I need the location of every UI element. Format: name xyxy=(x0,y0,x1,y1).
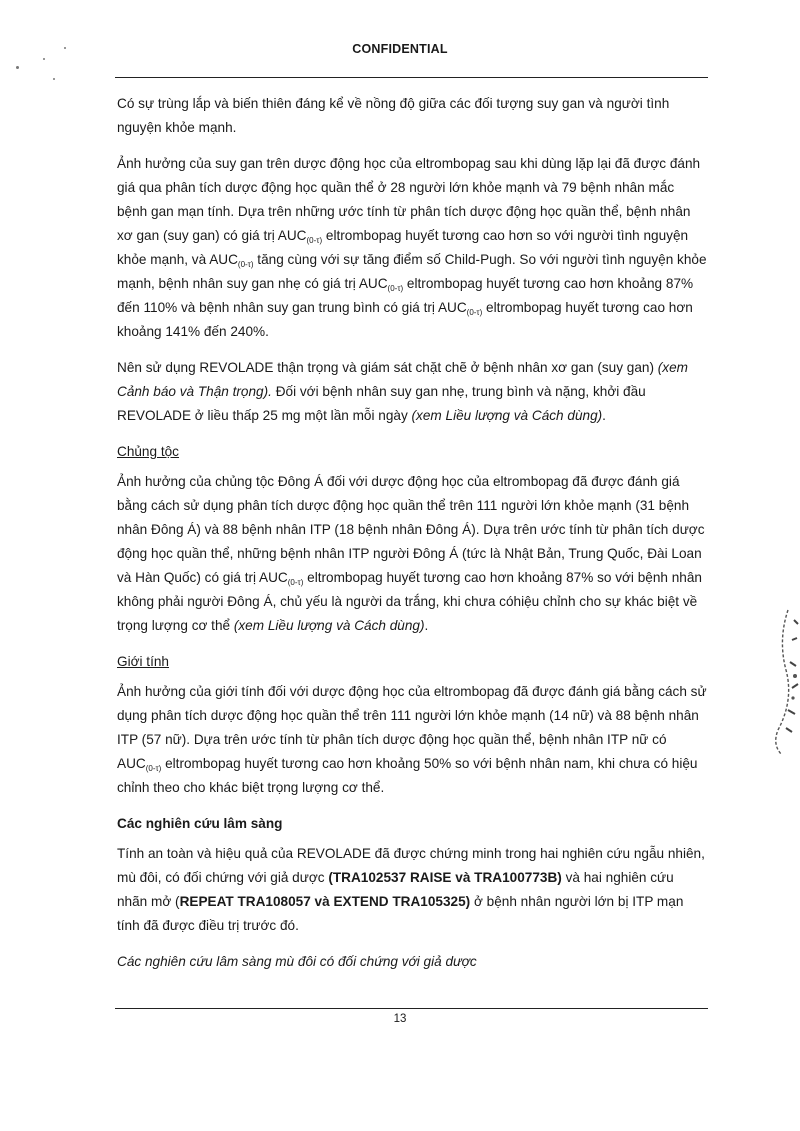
page-number: 13 xyxy=(393,1013,407,1025)
body-content xyxy=(117,92,707,986)
cross-reference-dosage: (xem Liều lượng và Cách dùng) xyxy=(411,408,603,423)
auc-subscript: (0-τ) xyxy=(306,236,323,245)
p6-text-b: và hai nghiên cứu nhãn mở ( xyxy=(117,870,674,909)
cross-reference-dosage: (xem Liều lượng và Cách dùng) xyxy=(233,618,425,633)
p5-text-b: eltrombopag huyết tương cao hơn khoảng 50% so với bệnh nhân nam, khi chưa có hiệu chỉnh theo cho khác biệt trọng lượng cơ thể. xyxy=(117,756,698,795)
auc-subscript: (0-τ) xyxy=(387,284,404,293)
scan-speck xyxy=(53,78,55,80)
stamp-dot xyxy=(791,696,794,699)
p2-text-d: eltrombopag huyết tương cao hơn khoảng 87% đến 110% và bệnh nhân suy gan trung bình có giá trị AUC xyxy=(117,276,694,315)
p2-text-e: eltrombopag huyết tương cao hơn khoảng 141% đến 240%. xyxy=(117,300,693,339)
stamp-dot xyxy=(793,674,797,678)
p4-text-c: . xyxy=(424,618,429,633)
p2-text-a: Ảnh hưởng của suy gan trên dược động học của eltrombopag sau khi dùng lặp lại đã được đánh giá qua phân tích dược động học quần thể ở 28 người lớn khỏe mạnh và 79 bệnh nhân mắc bệnh gan mạn tính. Dựa trên những ước tính từ phân tích dược động học quần thể, bệnh nhân xơ gan (suy gan) có giá trị AUC xyxy=(117,156,701,243)
paragraph-hepatic-dosing xyxy=(117,356,707,428)
auc-subscript: (0-τ) xyxy=(145,764,162,773)
scan-speck xyxy=(43,58,45,60)
scan-speck xyxy=(64,47,66,49)
paragraph-race xyxy=(117,470,707,638)
confidential-header: CONFIDENTIAL xyxy=(352,42,448,56)
section-heading-sex: Giới tính xyxy=(117,654,169,669)
p6-text-c: ở bệnh nhân người lớn bị ITP mạn tính đã được điều trị trước đó. xyxy=(117,894,684,933)
auc-subscript: (0-τ) xyxy=(466,308,483,317)
cross-reference-warnings: (xem Cảnh báo và Thận trọng). xyxy=(117,360,688,399)
subheading-placebo-controlled: Các nghiên cứu lâm sàng mù đôi có đối chứng với giả dược xyxy=(117,954,477,969)
stamp-edge xyxy=(776,610,789,755)
paragraph-hepatic-impairment xyxy=(117,152,707,344)
header-divider xyxy=(115,77,708,78)
p4-text-b: eltrombopag huyết tương cao hơn khoảng 87% so với bệnh nhân không phải người Đông Á, chủ yếu là người da trắng, khi chưa cóhiệu chỉnh cho sự khác biệt về trọng lượng cơ thể xyxy=(117,570,702,633)
section-heading-clinical-studies: Các nghiên cứu lâm sàng xyxy=(117,816,283,831)
p4-text-a: Ảnh hưởng của chủng tộc Đông Á đối với dược động học của eltrombopag đã được đánh giá bằng cách sử dụng phân tích dược động học quần thể trên 111 người lớn khỏe mạnh (31 bệnh nhân Đông Á) và 88 bệnh nhân ITP (18 bệnh nhân Đông Á). Dựa trên ước tính từ phân tích dược động học quần thể, những bệnh nhân ITP người Đông Á (tức là Nhật Bản, Trung Quốc, Đài Loan và Hàn Quốc) có giá trị AUC xyxy=(117,474,705,585)
footer-divider xyxy=(115,1008,708,1009)
p6-text-a: Tính an toàn và hiệu quả của REVOLADE đã được chứng minh trong hai nghiên cứu ngẫu nhiên, mù đôi, có đối chứng với giả dược xyxy=(117,846,705,885)
p3-text-b: Đối với bệnh nhân suy gan nhẹ, trung bình và nặng, khởi đầu REVOLADE ở liều thấp 25 mg một lần mỗi ngày xyxy=(117,384,646,423)
p3-text-c: . xyxy=(602,408,606,423)
p2-text-c: tăng cùng với sự tăng điểm số Child-Pugh. So với người tình nguyện khỏe mạnh, bệnh nhân suy gan nhẹ có giá trị AUC xyxy=(117,252,707,291)
section-heading-race: Chủng tộc xyxy=(117,444,179,459)
p3-text-a: Nên sử dụng REVOLADE thận trọng và giám sát chặt chẽ ở bệnh nhân xơ gan (suy gan) xyxy=(117,360,658,375)
p2-text-b: eltrombopag huyết tương cao hơn so với người tình nguyện khỏe mạnh, và AUC xyxy=(117,228,689,267)
study-ids-double-blind: (TRA102537 RAISE và TRA100773B) xyxy=(328,870,562,885)
study-ids-open-label: REPEAT TRA108057 và EXTEND TRA105325) xyxy=(179,894,471,909)
paragraph-sex xyxy=(117,680,707,800)
p5-text-a: Ảnh hưởng của giới tính đối với dược động học của eltrombopag đã được đánh giá bằng cách sử dụng phân tích dược động học quần thể trên 111 người lớn khỏe mạnh (14 nữ) và 88 bệnh nhân ITP (57 nữ). Dựa trên ước tính từ phân tích dược động học quần thể, bệnh nhân ITP nữ có AUC xyxy=(117,684,707,771)
paragraph-overlap xyxy=(117,92,707,140)
paragraph-overlap-text: Có sự trùng lắp và biến thiên đáng kể về nồng độ giữa các đối tượng suy gan và người tình nguyện khỏe mạnh. xyxy=(117,96,670,135)
partial-stamp-mark xyxy=(748,600,800,760)
paragraph-clinical-studies xyxy=(117,842,707,938)
auc-subscript: (0-τ) xyxy=(237,260,254,269)
scan-speck xyxy=(16,66,19,69)
auc-subscript: (0-τ) xyxy=(287,578,304,587)
